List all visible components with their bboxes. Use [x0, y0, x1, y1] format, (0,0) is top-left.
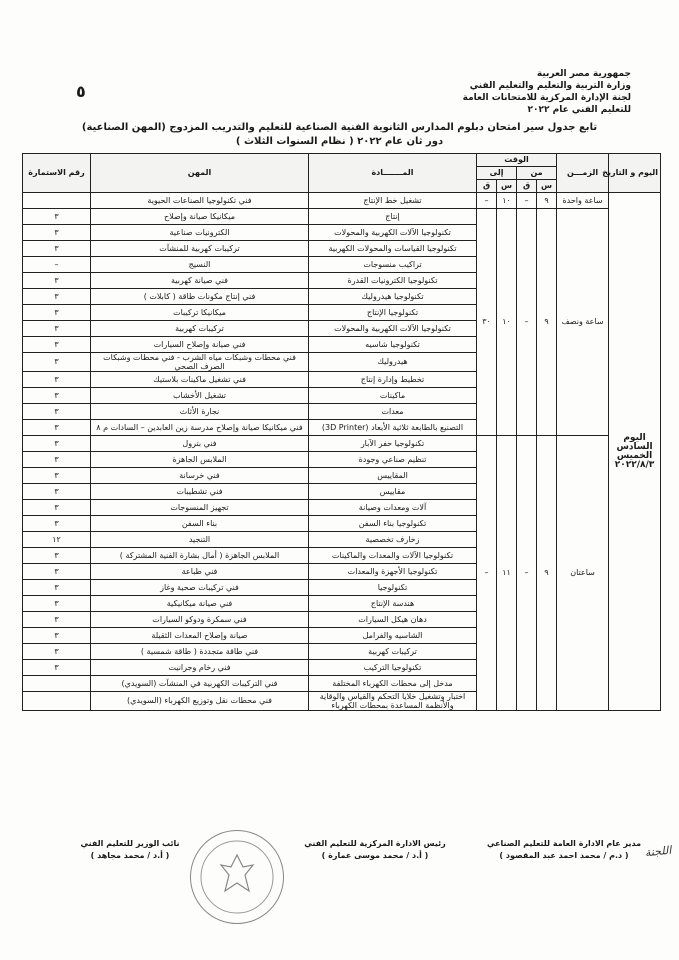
subject-cell: التصنيع بالطابعة ثلاثية الأبعاد (3D Printer) — [309, 420, 477, 436]
subject-cell: تكنولوجيا الأجهزة والمعدات — [309, 564, 477, 580]
form-number-cell: ٣ — [23, 289, 91, 305]
header-row — [23, 154, 661, 167]
from-minute-cell: – — [517, 436, 537, 711]
form-number-cell: ٣ — [23, 305, 91, 321]
page-number: ٥ — [76, 82, 86, 101]
col-header-hour: س — [497, 180, 517, 193]
document-title — [40, 121, 639, 149]
profession-cell: صيانة وإصلاح المعدات الثقيلة — [91, 628, 309, 644]
profession-cell: فني سمكرة ودوكو السيارات — [91, 612, 309, 628]
form-number-cell: ٣ — [23, 321, 91, 337]
subject-cell: مدخل إلى محطات الكهرباء المختلفة — [309, 676, 477, 692]
profession-cell: تشغيل الأخشاب — [91, 388, 309, 404]
table-row — [23, 209, 661, 225]
form-number-cell — [23, 676, 91, 692]
profession-cell: فني طباعة — [91, 564, 309, 580]
to-minute-cell: ٣٠ — [477, 209, 497, 436]
form-number-cell — [23, 193, 91, 209]
subject-cell: معدات — [309, 404, 477, 420]
col-header-subject: المـــــــادة — [309, 154, 477, 193]
subject-cell: آلات ومعدات وصيانة — [309, 500, 477, 516]
profession-cell: فني تركيبات صحية وغاز — [91, 580, 309, 596]
profession-cell: فني بترول — [91, 436, 309, 452]
subject-cell: تكنولوجيا الإنتاج — [309, 305, 477, 321]
subject-cell: المقاييس — [309, 468, 477, 484]
subject-cell: دهان هيكل السيارات — [309, 612, 477, 628]
subject-cell: تراكيب منسوجات — [309, 257, 477, 273]
letterhead-line: لجنة الإدارة المركزية للامتحانات العامة — [462, 93, 631, 103]
profession-cell: تركيبات كهربية — [91, 321, 309, 337]
form-number-cell: ٣ — [23, 548, 91, 564]
subject-cell: تخطيط وإدارة إنتاج — [309, 372, 477, 388]
form-number-cell: – — [23, 257, 91, 273]
signature-name: ( أ.د / محمد مجاهد ) — [90, 851, 170, 860]
profession-cell: فني صيانة كهربية — [91, 273, 309, 289]
subject-cell: تكنولوجيا حفر الآبار — [309, 436, 477, 452]
profession-cell: الملابس الجاهزة — [91, 452, 309, 468]
form-number-cell: ٣ — [23, 225, 91, 241]
col-header-duration: الزمـــن — [557, 154, 609, 193]
eagle-seal-icon — [191, 831, 283, 923]
profession-cell: فني محطات نقل وتوزيع الكهرباء (السويدي) — [91, 692, 309, 711]
subject-cell: إنتاج — [309, 209, 477, 225]
subject-cell: تكنولوجيا الآلات الكهربية والمحولات — [309, 225, 477, 241]
subject-cell: هيدروليك — [309, 353, 477, 372]
exam-schedule-table — [22, 153, 661, 711]
subject-cell: تكنولوجيا الآلات والمعدات والماكينات — [309, 548, 477, 564]
signature-title: رئيس الادارة المركزية للتعليم الفني — [304, 839, 446, 848]
day-line: الخميس — [616, 450, 653, 461]
profession-cell: فني خرسانة — [91, 468, 309, 484]
profession-cell: فني تكنولوجيا الصناعات الحيوية — [91, 193, 309, 209]
form-number-cell: ٣ — [23, 596, 91, 612]
form-number-cell: ٣ — [23, 644, 91, 660]
form-number-cell: ٣ — [23, 241, 91, 257]
subject-cell: تكنولوجيا شاسيه — [309, 337, 477, 353]
form-number-cell: ٣ — [23, 516, 91, 532]
profession-cell: فني طاقة متجددة ( طاقة شمسية ) — [91, 644, 309, 660]
profession-cell: فني إنتاج مكونات طاقة ( كابلات ) — [91, 289, 309, 305]
form-number-cell: ٣ — [23, 353, 91, 372]
letterhead-line: جمهورية مصر العربية — [536, 69, 631, 79]
profession-cell: فني ميكانيكا صيانة وإصلاح مدرسة زين العابدين – السادات م ٨ — [91, 420, 309, 436]
col-header-time: الوقت — [477, 154, 557, 167]
form-number-cell: ٣ — [23, 612, 91, 628]
col-header-form-number: رقم الاستمارة — [23, 154, 91, 193]
form-number-cell: ٣ — [23, 273, 91, 289]
to-hour-cell: ١١ — [497, 436, 517, 711]
profession-cell: النسيج — [91, 257, 309, 273]
col-header-minute: ق — [517, 180, 537, 193]
col-header-day: اليوم و التاريخ — [609, 154, 661, 193]
profession-cell: التنجيد — [91, 532, 309, 548]
from-hour-cell: ٩ — [537, 209, 557, 436]
form-number-cell: ٣ — [23, 436, 91, 452]
handwritten-note: اللجنة — [643, 843, 672, 860]
title-line: تابع جدول سير امتحان دبلوم المدارس الثانوية الفنية الصناعية للتعليم والتدريب المزدوج (المهن الصناعية) — [81, 122, 598, 133]
subject-cell: تكنولوجيا التركيب — [309, 660, 477, 676]
profession-cell: تجهيز المنسوجات — [91, 500, 309, 516]
profession-cell: فني التركيبات الكهربية في المنشآت (السويدي) — [91, 676, 309, 692]
signature-central-admin — [280, 838, 470, 862]
profession-cell: فني تشغيل ماكينات بلاستيك — [91, 372, 309, 388]
subject-cell: تركيبات كهربية — [309, 644, 477, 660]
to-minute-cell: – — [477, 436, 497, 711]
form-number-cell: ٣ — [23, 564, 91, 580]
form-number-cell: ٣ — [23, 468, 91, 484]
form-number-cell: ٣ — [23, 452, 91, 468]
day-line: السادس — [616, 441, 653, 452]
form-number-cell: ٣ — [23, 628, 91, 644]
day-line: ٢٠٢٢/٨/٣ — [614, 459, 655, 470]
from-minute-cell: – — [517, 193, 537, 209]
signature-title: مدير عام الادارة العامة للتعليم الصناعي — [486, 839, 642, 848]
subject-cell: زخارف تخصصية — [309, 532, 477, 548]
subject-cell: هندسة الإنتاج — [309, 596, 477, 612]
signature-name: ( د.م / محمد احمد عبد المقصود ) — [499, 851, 629, 860]
subject-cell: تكنولوجيا الآلات الكهربية والمحولات — [309, 321, 477, 337]
form-number-cell: ١٢ — [23, 532, 91, 548]
duration-cell: ساعة ونصف — [557, 209, 609, 436]
subject-cell: تكنولوجيا القياسات والمحولات الكهربية — [309, 241, 477, 257]
to-minute-cell: – — [477, 193, 497, 209]
form-number-cell: ٣ — [23, 500, 91, 516]
form-number-cell: ٣ — [23, 580, 91, 596]
subject-cell: تكنولوجيا هيدروليك — [309, 289, 477, 305]
col-header-from: من — [517, 167, 557, 180]
form-number-cell: ٣ — [23, 337, 91, 353]
profession-cell: بناء السفن — [91, 516, 309, 532]
subject-cell: تكنولوجيا — [309, 580, 477, 596]
subject-cell: ماكينات — [309, 388, 477, 404]
day-line: اليوم — [623, 432, 646, 443]
profession-cell: فني محطات وشبكات مياه الشرب - فني محطات وشبكات الصرف الصحي — [91, 353, 309, 372]
profession-cell: تركيبات كهربية للمنشآت — [91, 241, 309, 257]
form-number-cell: ٣ — [23, 660, 91, 676]
subject-cell: تكنولوجيا الكترونيات القدرة — [309, 273, 477, 289]
signature-name: ( أ.د / محمد موسى عمارة ) — [321, 851, 429, 860]
duration-cell: ساعتان — [557, 436, 609, 711]
from-hour-cell: ٩ — [537, 193, 557, 209]
day-date-cell — [609, 193, 661, 711]
from-hour-cell: ٩ — [537, 436, 557, 711]
col-header-minute: ق — [477, 180, 497, 193]
official-seal — [190, 830, 284, 924]
col-header-professions: المهن — [91, 154, 309, 193]
to-hour-cell: ١٠ — [497, 193, 517, 209]
form-number-cell: ٣ — [23, 484, 91, 500]
subject-cell: تنظيم صناعي وجودة — [309, 452, 477, 468]
profession-cell: نجارة الأثاث — [91, 404, 309, 420]
signature-title: نائب الوزير للتعليم الفني — [80, 839, 180, 848]
form-number-cell: ٣ — [23, 404, 91, 420]
profession-cell: ميكانيكا تركيبات — [91, 305, 309, 321]
subject-cell: تكنولوجيا بناء السفن — [309, 516, 477, 532]
profession-cell: فني رخام وجرانيت — [91, 660, 309, 676]
profession-cell: فني تشطيبات — [91, 484, 309, 500]
profession-cell: ميكانيكا صيانة وإصلاح — [91, 209, 309, 225]
col-header-hour: س — [537, 180, 557, 193]
letterhead-line: وزارة التربية والتعليم والتعليم الفني — [469, 81, 631, 91]
subject-cell: مقاييس — [309, 484, 477, 500]
profession-cell: الكترونيات صناعية — [91, 225, 309, 241]
form-number-cell: ٣ — [23, 209, 91, 225]
signature-general-director — [479, 838, 649, 862]
table-row — [23, 193, 661, 209]
form-number-cell: ٣ — [23, 372, 91, 388]
signature-deputy-minister — [70, 838, 190, 862]
form-number-cell — [23, 692, 91, 711]
letterhead-line: للتعليم الفني عام ٢٠٢٢ — [527, 105, 631, 115]
table-row — [23, 436, 661, 452]
form-number-cell: ٣ — [23, 388, 91, 404]
duration-cell: ساعة واحدة — [557, 193, 609, 209]
subject-cell: الشاسيه والفرامل — [309, 628, 477, 644]
subject-cell: اختبار وتشغيل خلايا التحكم والقياس والوقاية والأنظمة المساعدة بمحطات الكهرباء — [309, 692, 477, 711]
profession-cell: فني صيانة وإصلاح السيارات — [91, 337, 309, 353]
letterhead — [463, 68, 631, 116]
from-minute-cell: – — [517, 209, 537, 436]
profession-cell: فني صيانة ميكانيكية — [91, 596, 309, 612]
title-line: ( نظام السنوات الثلاث ) دور ثان عام ٢٠٢٢ — [235, 136, 444, 147]
profession-cell: الملابس الجاهزة ( أمال بشارة الفنية المشتركة ) — [91, 548, 309, 564]
form-number-cell: ٣ — [23, 420, 91, 436]
subject-cell: تشغيل خط الإنتاج — [309, 193, 477, 209]
col-header-to: إلى — [477, 167, 517, 180]
to-hour-cell: ١٠ — [497, 209, 517, 436]
